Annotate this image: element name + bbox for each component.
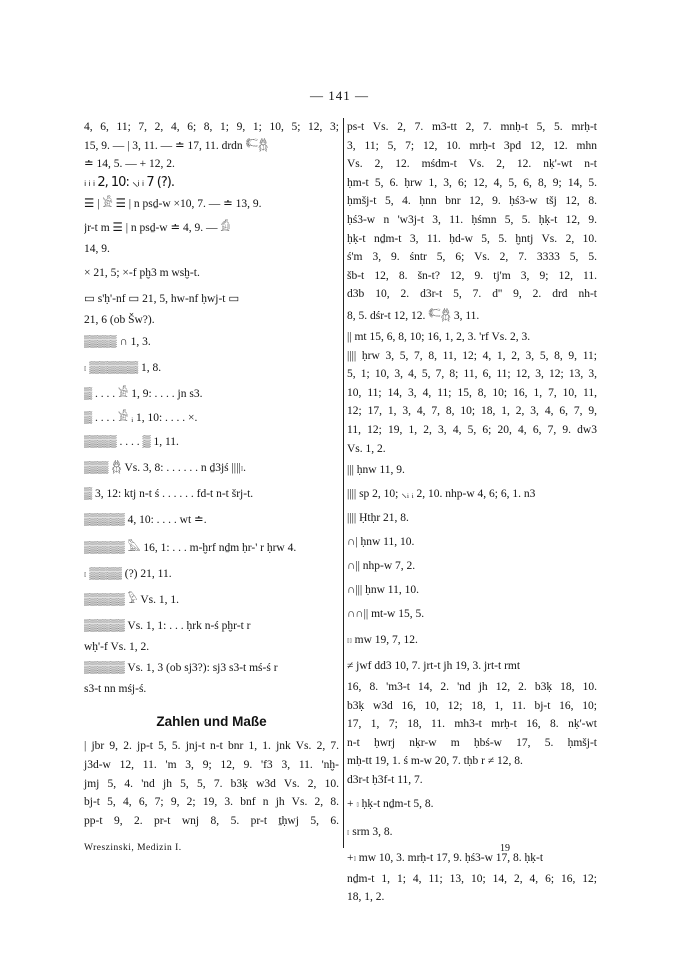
footer-signature: 19 [500, 843, 510, 854]
text-line: ps-t Vs. 2, 7. m3-tt 2, 7. mnḥ-t 5, 5. mrḥ-t [347, 121, 597, 133]
text-line: ▒▒▒▒ ∩ 1, 3. [84, 335, 151, 348]
text-line: ∩||| ḥnw 11, 10. [347, 584, 419, 597]
text-line: wḥ'-f Vs. 1, 2. [84, 640, 150, 653]
right-entries [347, 118, 597, 907]
text-line: ∩∩|| mt-w 15, 5. [347, 608, 425, 621]
text-line: 10, 11; 14, 3, 4, 11; 15, 8, 10; 16, 1, 7, 10, 11, [347, 386, 597, 399]
text-line: ▒▒▒▒ . . . . ▒ 1, 11. [84, 435, 179, 448]
text-line: |||| sp 2, 10; ⸜ᵢ ᵢ 2, 10. nhp-w 4, 6; 6, 1. n3 [347, 488, 536, 501]
text-line: 21, 6 (ob Šw?). [84, 313, 155, 326]
right-column [347, 118, 597, 907]
text-line: j3d-w 12, 11. 'm 3, 9; 12, 9. 'f3 3, 11. 'nḫ- [84, 758, 339, 771]
text-line: 16, 8. 'm3-t 14, 2. 'nd jh 12, 2. b3ḳ 18, 10. [347, 681, 597, 694]
text-line: jmj 5, 4. 'nd jh 5, 5, 7. b3ḳ w3d Vs. 2, 10. [84, 777, 339, 790]
text-line: ▒▒▒▒▒ 𓅓 16, 1: . . . m-ḫrf nḏm ḥr-' r ḥrw 4. [84, 541, 297, 554]
text-line: n-t ḥwrj nḳr-w m ḥbś-w 17, 5. ḥmšj-t [347, 736, 597, 749]
footer-author: Wreszinski, Medizin I. [84, 843, 182, 853]
text-line: × 21, 5; ×-f pḫ3 m wsḫ-t. [84, 266, 200, 279]
text-line: 𓏤𓏤 mw 19, 7, 12. [347, 634, 418, 647]
text-line: ▒ . . . . 𓀀 1, 9: . . . . jn s3. [84, 387, 203, 400]
text-line: šb-t 12, 8. šn-t? 12, 9. tj'm 3, 9; 12, 11. [347, 269, 597, 282]
text-line: bj-t 5, 4, 6, 7; 9, 2; 19, 3. bnf n jh Vs. 2, 8. [84, 796, 339, 809]
text-line: ḥm-t 5, 6. ḥrw 1, 3, 6; 12, 4, 5, 6, 8, 9; 14, 5. [347, 176, 597, 189]
text-line: ▒▒▒▒▒ 𓅱 Vs. 1, 1. [84, 593, 180, 606]
text-line: 14, 9. [84, 243, 110, 256]
text-line: + 𓏤 ḥḳ-t nḏm-t 5, 8. [347, 797, 434, 810]
text-line: d3b 10, 2. d3r-t 5, 7. d'' 9, 2. drd nh-t [347, 288, 597, 301]
left-bottom-entries [84, 737, 339, 830]
text-line: ∩| ḥnw 11, 10. [347, 536, 415, 549]
text-line: b3ḳ w3d 16, 10, 12; 18, 1, 11. bj-t 16, 10; [347, 699, 597, 712]
text-line: ḥḳ-t nḏm-t 3, 11. ḥd-w 5, 5. ḫntj Vs. 2, 10. [347, 232, 597, 245]
page-number: — 141 — [310, 88, 369, 103]
text-line: ☰ | 𓀀 ☰ | n psḏ-w ×10, 7. — ≐ 13, 9. [84, 198, 262, 211]
left-column [84, 118, 339, 830]
text-line: 5, 1; 10, 3, 4, 5, 7, 8; 11, 6, 11; 12, 3, 12; 13, 3, [347, 368, 597, 381]
text-line: ≠ jwf dd3 10, 7. jrt-t jh 19, 3. jrt-t rmt [347, 660, 521, 673]
text-line: ᵢ ᵢ ᵢ 2, 10: ⸜ᵢ ᵢ 7 (?). [84, 174, 174, 190]
text-line: pp-t 9, 2. pr-t wnj 8, 5. pr-t ṯḥwj 5, 6. [84, 814, 339, 827]
text-line: 18, 1, 2. [347, 891, 385, 904]
text-line: 8, 5. dśr-t 12, 12. 𓌤𓆣 3, 11. [347, 309, 480, 322]
text-line: ▒ . . . . 𓀀 ᵢ 1, 10: . . . . ×. [84, 411, 198, 424]
text-line: s3-t nn mśj-ś. [84, 683, 147, 696]
text-line: 17, 1, 7; 18, 11. mh3-t mrḥ-t 16, 8. nḳ'-wt [347, 718, 597, 731]
text-line: 𓏤 ▒▒▒▒▒▒ 1, 8. [84, 361, 162, 374]
text-line: +𓏤 mw 10, 3. mrḥ-t 17, 9. ḥś3-w 17, 8. ḥḳ-t [347, 851, 544, 864]
text-line: mḥ-tt 19, 1. ś m-w 20, 7. tḥb r ≠ 12, 8. [347, 755, 523, 768]
text-line: d3r-t ḥ3f-t 11, 7. [347, 774, 423, 787]
text-line: ▒ 3, 12: ktj n-t ś . . . . . . fd-t n-t šrj-t. [84, 487, 254, 500]
text-line: ≐ 14, 5. — + 12, 2. [84, 158, 175, 171]
text-line: ▒▒▒▒▒ Vs. 1, 3 (ob sj3?): sj3 s3-t mś-ś r [84, 662, 278, 675]
text-line: 15, 9. — | 3, 11. — ≐ 17, 11. drdn 𓌤𓆣 [84, 139, 269, 152]
text-line: ▒▒▒▒▒ 4, 10: . . . . wt ≐. [84, 513, 207, 526]
text-line: ▭ s'ḥ'-nf ▭ 21, 5, hw-nf ḥwj-t ▭ [84, 292, 240, 305]
text-line: 4, 6, 11; 7, 2, 4, 6; 8, 1; 9, 1; 10, 5; 12, 3; [84, 121, 339, 133]
text-line: ś'm 3, 9. śntr 5, 6; Vs. 2, 7. 3333 5, 5. [347, 251, 597, 264]
text-line: jr-t m ☰ | n psḏ-w ≐ 4, 9. — 𓀁 [84, 222, 231, 235]
text-line: || mt 15, 6, 8, 10; 16, 1, 2, 3. 'rf Vs. 2, 3. [347, 330, 531, 343]
text-line: ▒▒▒▒▒ Vs. 1, 1: . . . ḥrk n-ś pḫr-t r [84, 619, 251, 632]
text-line: ∩|| nhp-w 7, 2. [347, 560, 416, 573]
text-line: 11, 12; 19, 1, 2, 3, 4, 5, 6; 20, 4, 6, 7, 9. dw3 [347, 423, 597, 436]
text-line: |||| ḥrw 3, 5, 7, 8, 11, 12; 4, 1, 2, 3, 5, 8, 9, 11; [347, 349, 597, 362]
text-line: ||| ḥnw 11, 9. [347, 464, 405, 477]
text-line: Vs. 2, 12. mśdm-t Vs. 2, 12. nḳ'-wt n-t [347, 158, 597, 171]
text-line: ▒▒▒ 𓆣 Vs. 3, 8: . . . . . . n ḏ3jś ||||𓏤. [84, 461, 246, 474]
text-line: |||| Ḥtḥr 21, 8. [347, 512, 409, 525]
text-line: Vs. 1, 2. [347, 442, 386, 455]
column-divider [343, 118, 344, 848]
text-line: 𓏤 srm 3, 8. [347, 825, 393, 838]
text-line: | jbr 9, 2. jp-t 5, 5. jnj-t n-t bnr 1, 1. jnk Vs. 2, 7. [84, 740, 339, 753]
text-line: nḏm-t 1, 1; 4, 11; 13, 10; 14, 2, 4, 6; 16, 12; [347, 872, 597, 885]
text-line: 𓏤 ▒▒▒▒ (?) 21, 11. [84, 567, 172, 580]
left-entries [84, 118, 339, 699]
text-line: 12; 17, 1, 3, 4, 7, 8, 10; 18, 1, 2, 3, 4, 6, 7, 9, [347, 405, 597, 418]
text-line: ḥmšj-t 5, 4. ḥnn bnr 12, 9. ḥś3-w tšj 12, 8. [347, 195, 597, 208]
section-heading: Zahlen und Maße [156, 713, 267, 729]
text-line: 3, 11; 5, 7; 12, 10. mrḥ-t 3pd 12, 12. mhn [347, 139, 597, 152]
text-line: ḥś3-w n 'w3j-t 3, 11. ḥśmn 5, 5. ḥḳ-t 12, 9. [347, 213, 597, 226]
